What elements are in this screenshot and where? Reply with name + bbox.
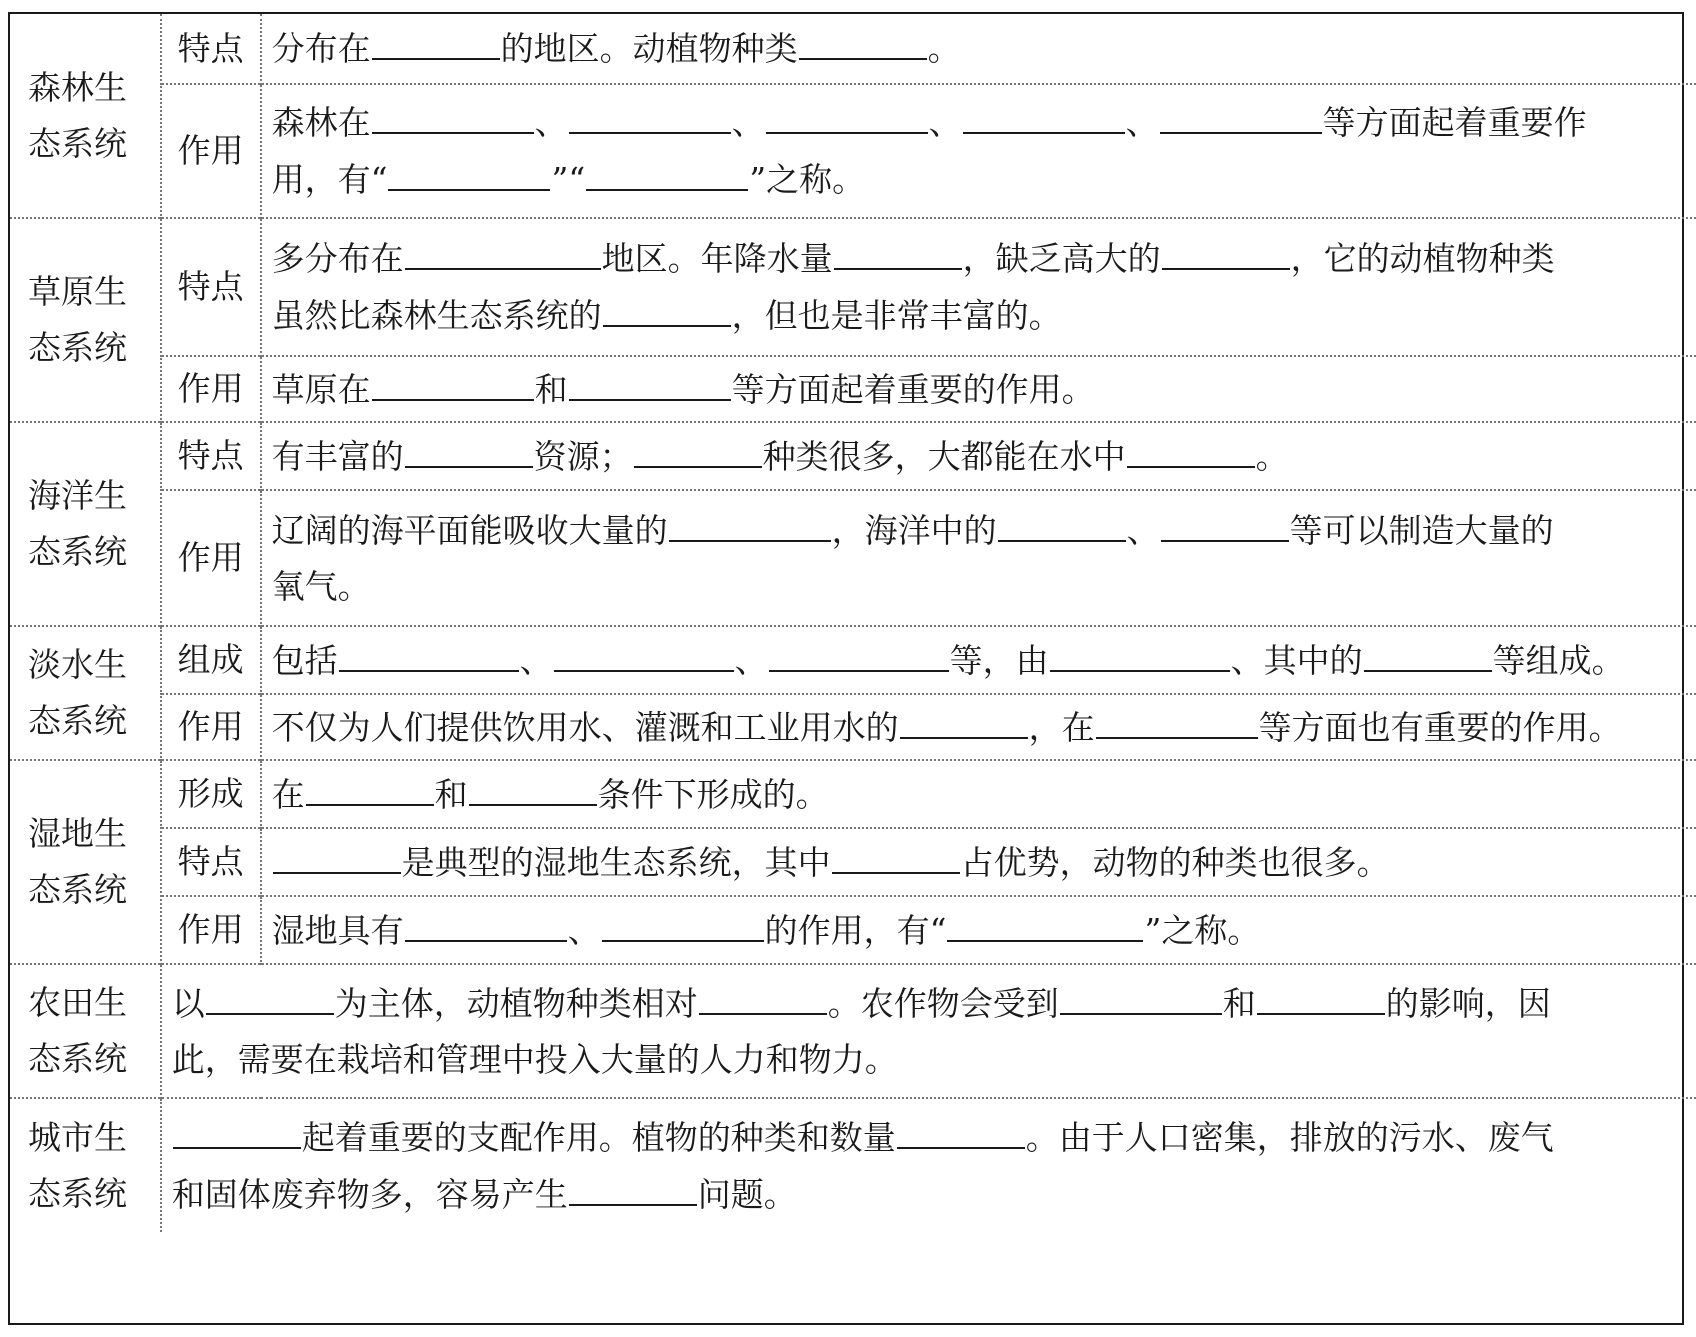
answer-blank[interactable] xyxy=(834,230,962,270)
farmland-text: 以 为主体，动植物种类相对 。农作物会受到 和 的影响，因 此，需要在栽培和管理中投入大量的人力和物力。 xyxy=(161,964,1696,1098)
answer-blank[interactable] xyxy=(306,766,434,806)
ecosystem-table xyxy=(10,14,1696,1232)
answer-blank[interactable] xyxy=(602,902,764,942)
freshwater-composition-text: 包括 、 、 等，由 、其中的 等组成。 xyxy=(261,626,1696,694)
answer-blank[interactable] xyxy=(1060,975,1222,1015)
wetland-formation-text: 在 和 条件下形成的。 xyxy=(261,760,1696,828)
answer-blank[interactable] xyxy=(947,902,1143,942)
answer-blank[interactable] xyxy=(372,20,500,60)
wetland-feature-text: 是典型的湿地生态系统，其中 占优势，动物的种类也很多。 xyxy=(261,828,1696,896)
answer-blank[interactable] xyxy=(799,20,927,60)
grassland-feature-row xyxy=(10,218,1696,356)
forest-role-text: 森林在 、 、 、 、 等方面起着重要作 用，有“ ”“ ”之称。 xyxy=(261,84,1696,218)
ocean-feature-text: 有丰富的 资源； 种类很多，大都能在水中 。 xyxy=(261,422,1696,490)
aspect-label: 作用 xyxy=(161,694,261,760)
farmland-row xyxy=(10,964,1696,1098)
answer-blank[interactable] xyxy=(388,151,550,191)
answer-blank[interactable] xyxy=(766,94,928,134)
farmland-system-name xyxy=(10,964,161,1098)
answer-blank[interactable] xyxy=(273,834,401,874)
system-name-line: 海洋生 xyxy=(28,476,127,515)
system-name-line: 态系统 xyxy=(28,1039,127,1078)
freshwater-system-name xyxy=(10,626,161,760)
answer-blank[interactable] xyxy=(832,834,960,874)
system-name-line: 淡水生 xyxy=(28,645,127,684)
aspect-label: 特点 xyxy=(161,218,261,356)
answer-blank[interactable] xyxy=(1050,632,1230,672)
answer-blank[interactable] xyxy=(469,766,597,806)
system-name-line: 态系统 xyxy=(28,870,127,909)
system-name-line: 态系统 xyxy=(28,532,127,571)
aspect-label: 组成 xyxy=(161,626,261,694)
ocean-feature-row xyxy=(10,422,1696,490)
answer-blank[interactable] xyxy=(1161,502,1289,542)
freshwater-role-row xyxy=(10,694,1696,760)
answer-blank[interactable] xyxy=(634,428,762,468)
grassland-feature-text: 多分布在 地区。年降水量 ，缺乏高大的 ，它的动植物种类 虽然比森林生态系统的 ，但也是非常丰富的。 xyxy=(261,218,1696,356)
answer-blank[interactable] xyxy=(569,94,731,134)
wetland-formation-row xyxy=(10,760,1696,828)
aspect-label: 特点 xyxy=(161,828,261,896)
aspect-label: 作用 xyxy=(161,84,261,218)
forest-feature-row xyxy=(10,14,1696,84)
system-name-line: 草原生 xyxy=(28,272,127,311)
answer-blank[interactable] xyxy=(405,230,601,270)
aspect-label: 作用 xyxy=(161,490,261,626)
wetland-role-row xyxy=(10,896,1696,964)
answer-blank[interactable] xyxy=(1096,699,1258,739)
answer-blank[interactable] xyxy=(173,1109,301,1149)
wetland-system-name xyxy=(10,760,161,964)
answer-blank[interactable] xyxy=(897,1109,1025,1149)
freshwater-role-text: 不仅为人们提供饮用水、灌溉和工业用水的 ，在 等方面也有重要的作用。 xyxy=(261,694,1696,760)
forest-system-name xyxy=(10,14,161,218)
wetland-feature-row xyxy=(10,828,1696,896)
aspect-label: 特点 xyxy=(161,422,261,490)
answer-blank[interactable] xyxy=(372,361,534,401)
freshwater-composition-row xyxy=(10,626,1696,694)
answer-blank[interactable] xyxy=(405,902,567,942)
answer-blank[interactable] xyxy=(1364,632,1492,672)
grassland-role-text: 草原在 和 等方面起着重要的作用。 xyxy=(261,356,1696,422)
answer-blank[interactable] xyxy=(569,1166,697,1206)
answer-blank[interactable] xyxy=(206,975,334,1015)
system-name-line: 森林生 xyxy=(28,67,127,107)
answer-blank[interactable] xyxy=(769,632,949,672)
answer-blank[interactable] xyxy=(1162,230,1290,270)
grassland-system-name xyxy=(10,218,161,422)
ocean-role-row xyxy=(10,490,1696,626)
aspect-label: 作用 xyxy=(161,356,261,422)
answer-blank[interactable] xyxy=(900,699,1028,739)
system-name-line: 城市生 xyxy=(28,1117,127,1157)
system-name-line: 态系统 xyxy=(28,123,127,163)
aspect-label: 特点 xyxy=(161,14,261,84)
answer-blank[interactable] xyxy=(405,428,533,468)
aspect-label: 形成 xyxy=(161,760,261,828)
answer-blank[interactable] xyxy=(963,94,1125,134)
answer-blank[interactable] xyxy=(339,632,519,672)
system-name-line: 湿地生 xyxy=(28,814,127,853)
answer-blank[interactable] xyxy=(586,151,748,191)
aspect-label: 作用 xyxy=(161,896,261,964)
answer-blank[interactable] xyxy=(669,502,831,542)
answer-blank[interactable] xyxy=(372,94,534,134)
ocean-role-text: 辽阔的海平面能吸收大量的 ，海洋中的 、 等可以制造大量的 氧气。 xyxy=(261,490,1696,626)
answer-blank[interactable] xyxy=(699,975,827,1015)
city-text: 起着重要的支配作用。植物的种类和数量 。由于人口密集，排放的污水、废气 和固体废弃物多，容易产生 问题。 xyxy=(161,1098,1696,1232)
answer-blank[interactable] xyxy=(554,632,734,672)
forest-feature-text: 分布在 的地区。动植物种类 。 xyxy=(261,14,1696,84)
system-name-line: 态系统 xyxy=(28,701,127,740)
ocean-system-name xyxy=(10,422,161,626)
system-name-line: 态系统 xyxy=(28,328,127,367)
grassland-role-row xyxy=(10,356,1696,422)
system-name-line: 农田生 xyxy=(28,983,127,1022)
forest-role-row xyxy=(10,84,1696,218)
answer-blank[interactable] xyxy=(603,287,731,327)
city-row xyxy=(10,1098,1696,1232)
answer-blank[interactable] xyxy=(1257,975,1385,1015)
city-system-name xyxy=(10,1098,161,1232)
answer-blank[interactable] xyxy=(1160,94,1322,134)
answer-blank[interactable] xyxy=(1127,428,1255,468)
system-name-line: 态系统 xyxy=(28,1173,127,1213)
wetland-role-text: 湿地具有 、 的作用，有“ ”之称。 xyxy=(261,896,1696,964)
answer-blank[interactable] xyxy=(998,502,1126,542)
answer-blank[interactable] xyxy=(569,361,731,401)
